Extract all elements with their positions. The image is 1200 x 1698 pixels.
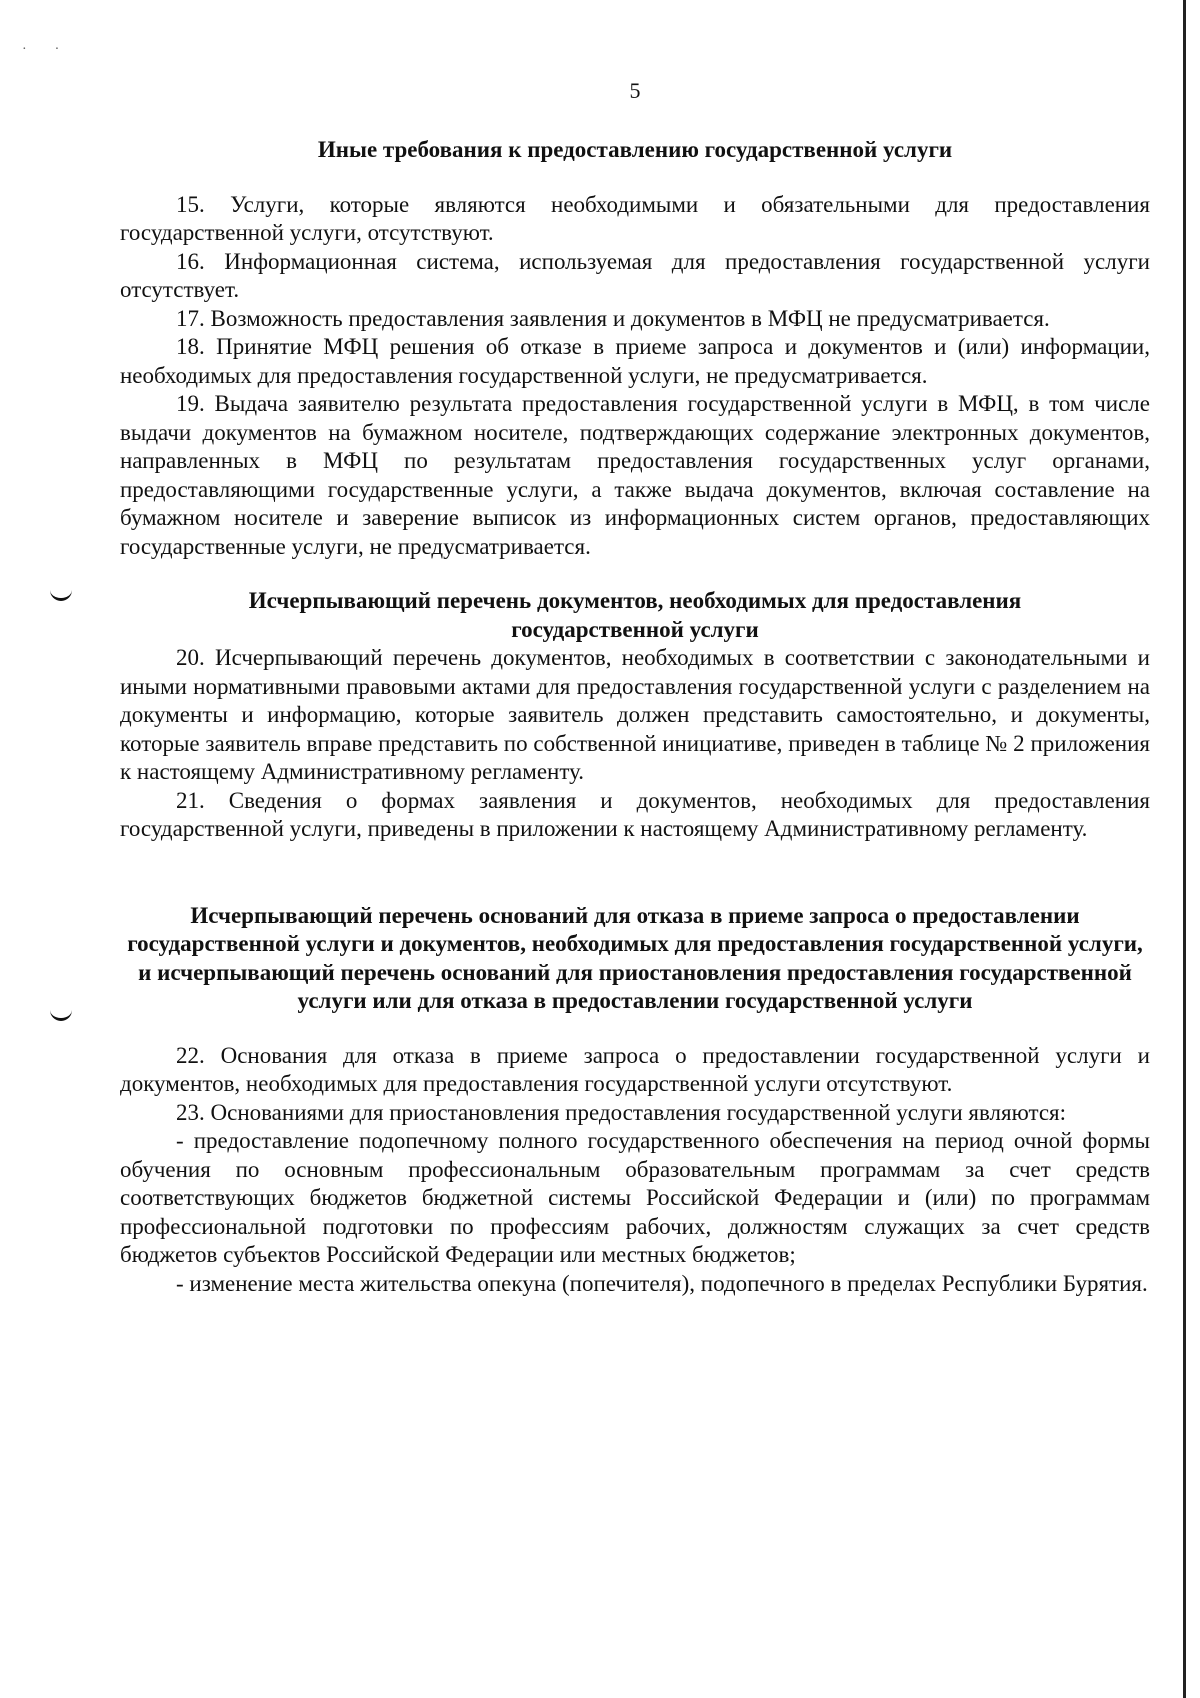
paragraph: 17. Возможность предоставления заявления и документов в МФЦ не предусматривается.	[176, 305, 1050, 331]
section-heading: Иные требования к предоставлению государственной услуги	[317, 137, 953, 162]
paragraph: 19. Выдача заявителю результата предоставления государственной услуги в МФЦ, в том числе выдачи документов на бумажном носителе, подтверждающих содержание электронных документов, направленных в МФЦ по результатам предоставления государственных услуг органами, предоставляющими государственные услуги, а также выдача документов, включая составление на бумажном носителе и заверение выписок из информационных систем органов, предоставляющих государственные услуги, не предусматривается.	[120, 391, 1150, 559]
list-item: - предоставление подопечному полного государственного обеспечения на период очной формы обучения по основным профессиональным образовательным программам за счет средств соответствующих бюджетов бюджетной системы Российской Федерации и (или) по программам профессиональной подготовки по профессиям рабочих, должностям служащих за счет средств бюджетов субъектов Российской Федерации или местных бюджетов;	[120, 1128, 1150, 1267]
scan-edge-line	[1183, 0, 1186, 1698]
section-heading: Исчерпывающий перечень документов, необходимых для предоставления государственной услуги	[248, 588, 1022, 642]
hole-punch-mark	[50, 588, 72, 601]
paragraph: 20. Исчерпывающий перечень документов, необходимых в соответствии с законодательными и иными нормативными правовыми актами для предоставления государственной услуги с разделением на документы и информацию, которые заявитель должен представить самостоятельно, и документы, которые заявитель вправе представить по собственной инициативе, приведен в таблице № 2 приложения к настоящему Административному регламенту.	[120, 645, 1150, 784]
paragraph: 22. Основания для отказа в приеме запроса о предоставлении государственной услуги и документов, необходимых для предоставления государственной услуги отсутствуют.	[120, 1042, 1150, 1096]
document-body	[120, 136, 1150, 1298]
paragraph: 21. Сведения о формах заявления и документов, необходимых для предоставления государственной услуги, приведены в приложении к настоящему Административному регламенту.	[120, 787, 1150, 841]
section-heading: Исчерпывающий перечень оснований для отказа в приеме запроса о предоставлении государственной услуги и документов, необходимых для предоставления государственной услуги, и исчерпывающий перечень оснований для приостановления предоставления государственной услуги или для отказа в предоставлении государственной услуги	[127, 902, 1143, 1013]
hole-punch-mark	[50, 1008, 72, 1021]
paragraph: 16. Информационная система, используемая для предоставления государственной услуги отсутствует.	[120, 248, 1150, 302]
paragraph: 18. Принятие МФЦ решения об отказе в приеме запроса и документов и (или) информации, необходимых для предоставления государственной услуги, не предусматривается.	[120, 334, 1150, 388]
list-item: - изменение места жительства опекуна (попечителя), подопечного в пределах Республики Бурятия.	[176, 1270, 1148, 1296]
paragraph: 23. Основаниями для приостановления предоставления государственной услуги являются:	[176, 1099, 1067, 1125]
scan-specks: · ·	[22, 42, 60, 57]
paragraph: 15. Услуги, которые являются необходимыми и обязательными для предоставления государственной услуги, отсутствуют.	[120, 191, 1150, 245]
page-number: 5	[629, 78, 641, 103]
